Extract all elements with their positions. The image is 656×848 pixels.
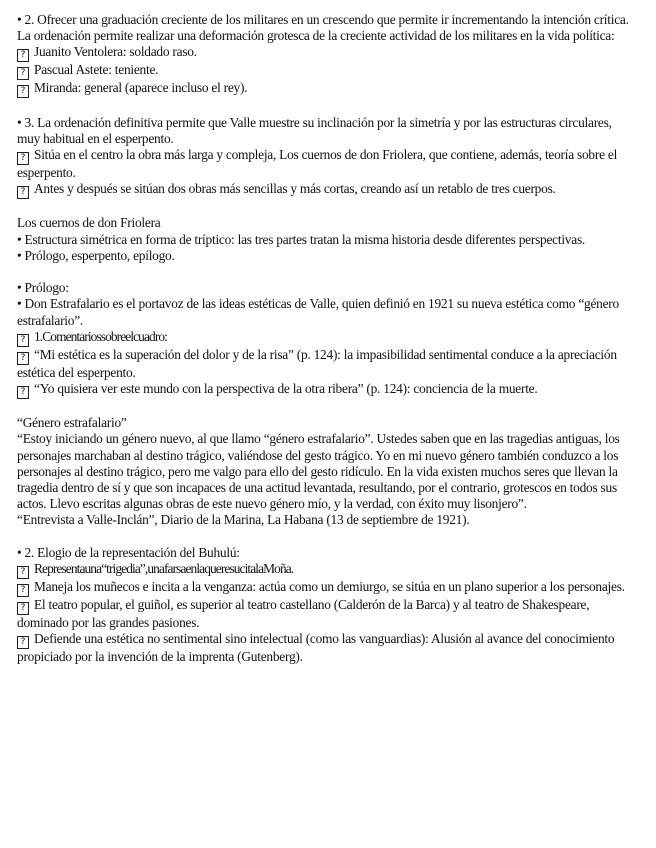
missing-glyph-icon: ? [17,566,29,579]
list-item: ? “Yo quisiera ver este mundo con la perspectiva de la otra ribera” (p. 124): conciencia de la muerte. [17,381,631,399]
missing-glyph-icon: ? [17,386,29,399]
section5-heading: “Género estrafalario” [17,415,127,431]
list-item: ? Defiende una estética no sentimental sino intelectual (como las vanguardias): Alusión al avance del conocimiento propiciado por la invención de la imprenta (Gutenberg). [17,631,615,665]
missing-glyph-icon: ? [17,602,29,615]
bullet-item: • Estructura simétrica en forma de tríptico: las tres partes tratan la misma historia desde diferentes perspectivas. [17,231,586,247]
list-item: ? Pascual Astete: teniente. [17,62,631,80]
section4-heading: • Prólogo: [17,280,69,296]
missing-glyph-icon: ? [17,152,29,165]
missing-glyph-icon: ? [17,49,29,62]
missing-glyph-icon: ? [17,352,29,365]
list-item: ? Antes y después se sitúan dos obras más sencillas y más cortas, creando así un retablo de tres cuerpos. [17,181,631,199]
document-page [17,12,631,665]
bullet-item: • Prólogo, esperpento, epílogo. [17,247,175,263]
list-item: ? Maneja los muñecos e incita a la venganza: actúa como un demiurgo, se sitúa en un plano superior a los personajes. [17,579,631,597]
list-item: ? Sitúa en el centro la obra más larga y compleja, Los cuernos de don Friolera, que contiene, además, teoría sobre el esperpento. [17,147,618,180]
missing-glyph-icon: ? [17,186,29,199]
missing-glyph-icon: ? [17,636,29,649]
list-item: ? Juanito Ventolera: soldado raso. [17,44,631,62]
missing-glyph-icon: ? [17,334,29,347]
section3-heading: Los cuernos de don Friolera [17,215,161,231]
section6-intro: • 2. Elogio de la representación del Buhulú: [17,544,240,560]
missing-glyph-icon: ? [17,584,29,597]
missing-glyph-icon: ? [17,85,29,98]
bullet-item: • Don Estrafalario es el portavoz de las ideas estéticas de Valle, quien definió en 1921 su nueva estética como “género estrafalario”. [17,296,619,328]
quote-text: “Estoy iniciando un género nuevo, al que llamo “género estrafalario”. Ustedes saben que en las tragedias antiguas, los personajes marchaban al destino trágico, valiéndose del gesto trágico. Yo en mi nuevo género también conduzco a los personajes al destino trágico, pero me valgo para ello del gesto ridículo. En la vida existen muchos seres que llevan la tragedia dentro de sí y que son incapaces de una actitud levantada, resultando, por el contrario, grotescos en todos sus actos. Llevo escritas algunas obras de este nuevo género mío, y la verdad, con éxito muy lisonjero”. [17,431,620,512]
list-item: ? 1.Comentariossobreelcuadro: [17,329,631,347]
quote-source: “Entrevista a Valle-Inclán”, Diario de la Marina, La Habana (13 de septiembre de 1921). [17,512,470,528]
section2-intro: • 3. La ordenación definitiva permite que Valle muestre su inclinación por la simetría y por las estructuras circulares, muy habitual en el esperpento. [17,114,612,146]
list-item: ? Representauna“trigedia”,unafarsaenlaqueresucitalaMoña. [17,561,631,579]
list-item: ? El teatro popular, el guiñol, es superior al teatro castellano (Calderón de la Barca) y al teatro de Shakespeare, dominado por las grandes pasiones. [17,597,590,630]
list-item: ? “Mi estética es la superación del dolor y de la risa” (p. 124): la impasibilidad sentimental conduce a la apreciación estética del esperpento. [17,346,617,380]
section1-intro: • 2. Ofrecer una graduación creciente de los militares en un crescendo que permite ir incrementando la intención crítica. La ordenación permite realizar una deformación grotesca de la creciente actividad de los militares en la vida política: [17,12,629,44]
list-item: ? Miranda: general (aparece incluso el rey). [17,80,631,98]
missing-glyph-icon: ? [17,67,29,80]
